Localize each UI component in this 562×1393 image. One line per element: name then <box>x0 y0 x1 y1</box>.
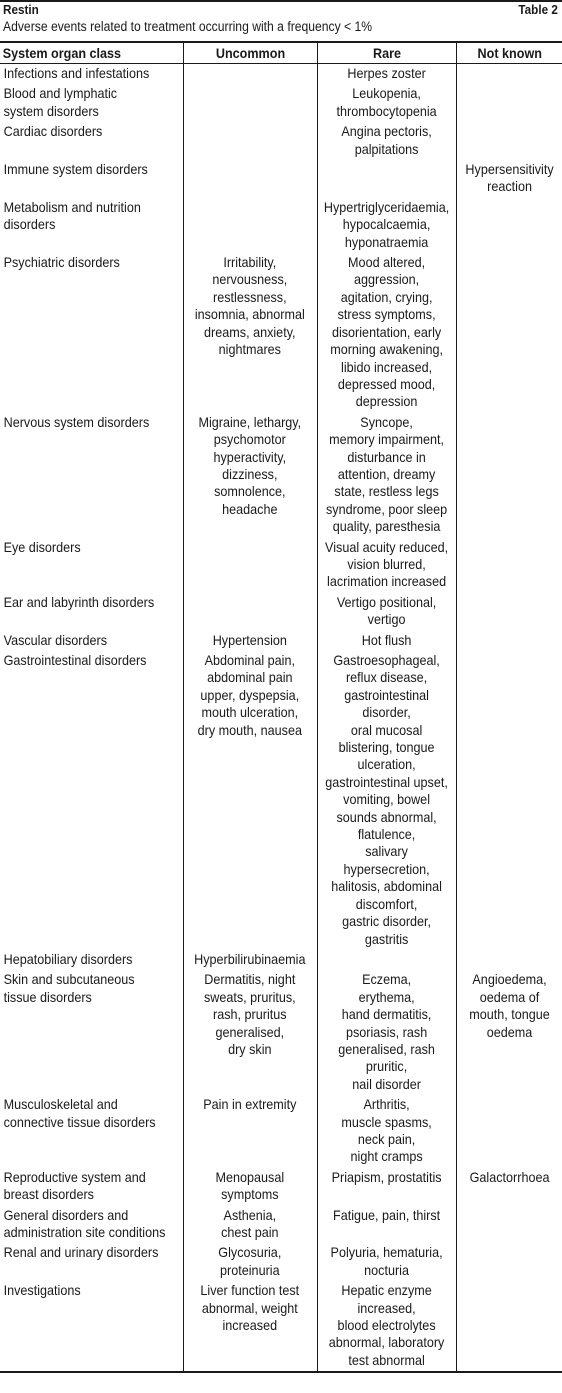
not-known-cell <box>456 84 562 122</box>
top-rule <box>0 0 562 2</box>
table-row <box>0 122 562 160</box>
uncommon-cell <box>183 1243 317 1281</box>
table-row <box>0 950 562 970</box>
uncommon-cell <box>183 950 317 970</box>
system-organ-class-cell <box>0 413 183 538</box>
system-organ-class-cell-text: Gastrointestinal disorders <box>3 652 147 668</box>
rare-cell <box>317 593 456 631</box>
system-organ-class-cell-text: Musculoskeletal and connective tissue disorders <box>3 1096 156 1130</box>
column-header-not-known: Not known <box>456 42 562 64</box>
rare-cell <box>317 950 456 970</box>
not-known-cell <box>456 950 562 970</box>
rare-cell-text: Mood altered, aggression, agitation, crying, stress symptoms, disorientation, early morning awakening, libido increased, depressed mood, depression <box>330 254 443 410</box>
table-row <box>0 198 562 253</box>
rare-cell <box>317 198 456 253</box>
table-row <box>0 1281 562 1372</box>
rare-cell <box>317 1206 456 1244</box>
system-organ-class-cell-text: Vascular disorders <box>3 631 108 648</box>
system-organ-class-cell-text: Psychiatric disorders <box>3 254 120 271</box>
not-known-cell <box>456 1206 562 1244</box>
rare-cell-text: Eczema, erythema, hand dermatitis, psoriasis, rash generalised, rash pruritic, nail disorder <box>338 971 435 1092</box>
not-known-cell <box>456 970 562 1095</box>
uncommon-cell <box>183 593 317 631</box>
uncommon-cell <box>183 64 317 85</box>
table-row <box>0 64 562 85</box>
system-organ-class-cell-text: Ear and labyrinth disorders <box>3 593 155 610</box>
column-header-system-organ-class: System organ class <box>0 42 183 64</box>
system-organ-class-cell-text: Skin and subcutaneous tissue disorders <box>3 971 135 1005</box>
system-organ-class-cell <box>0 950 183 970</box>
rare-cell <box>317 631 456 651</box>
uncommon-cell <box>183 198 317 253</box>
not-known-cell <box>456 1095 562 1168</box>
table-row <box>0 84 562 122</box>
table-row <box>0 593 562 631</box>
rare-cell <box>317 1168 456 1206</box>
rare-cell-text: Hot flush <box>361 631 412 648</box>
table-row <box>0 1095 562 1168</box>
rare-cell <box>317 413 456 538</box>
system-organ-class-cell <box>0 1206 183 1244</box>
not-known-cell <box>456 413 562 538</box>
rare-cell <box>317 64 456 85</box>
system-organ-class-cell-text: Immune system disorders <box>3 161 148 178</box>
not-known-cell <box>456 1243 562 1281</box>
rare-cell-text: Hypertriglyceridaemia, hypocalcaemia, hyponatraemia <box>323 198 450 250</box>
not-known-cell-text: Galactorrhoea <box>469 1168 550 1185</box>
system-organ-class-cell-text: Blood and lymphatic system disorders <box>3 85 118 119</box>
system-organ-class-cell <box>0 1095 183 1168</box>
system-organ-class-cell <box>0 538 183 593</box>
table-row <box>0 160 562 198</box>
rare-cell-text: Hepatic enzyme increased, blood electrolytes abnormal, laboratory test abnormal <box>328 1282 445 1368</box>
uncommon-cell-text: Abdominal pain, abdominal pain upper, dyspepsia, mouth ulceration, dry mouth, nausea <box>197 652 303 738</box>
rare-cell <box>317 84 456 122</box>
system-organ-class-cell <box>0 593 183 631</box>
system-organ-class-cell <box>0 122 183 160</box>
system-organ-class-cell-text: Hepatobiliary disorders <box>3 950 133 967</box>
uncommon-cell <box>183 631 317 651</box>
table-row <box>0 1168 562 1206</box>
uncommon-cell-text: Hyperbilirubinaemia <box>194 950 306 967</box>
table-header-row <box>0 42 562 64</box>
uncommon-cell <box>183 1168 317 1206</box>
system-organ-class-cell <box>0 1168 183 1206</box>
not-known-cell <box>456 64 562 85</box>
rare-cell <box>317 1243 456 1281</box>
system-organ-class-cell-text: Infections and infestations <box>3 65 150 81</box>
column-header-rare: Rare <box>317 42 456 64</box>
rare-cell <box>317 651 456 950</box>
uncommon-cell-text: Irritability, nervousness, restlessness, insomnia, abnormal dreams, anxiety, nightmares <box>195 254 305 358</box>
not-known-cell-text: Hypersensitivity reaction <box>465 161 554 195</box>
table-row <box>0 651 562 950</box>
rare-cell <box>317 538 456 593</box>
adverse-events-table <box>0 41 562 1373</box>
system-organ-class-cell-text: Nervous system disorders <box>3 413 150 430</box>
uncommon-cell-text: Glycosuria, proteinuria <box>218 1244 282 1278</box>
rare-cell-text: Herpes zoster <box>347 65 426 81</box>
uncommon-cell <box>183 538 317 593</box>
system-organ-class-cell <box>0 198 183 253</box>
not-known-cell <box>456 1168 562 1206</box>
rare-cell-text: Priapism, prostatitis <box>331 1168 442 1185</box>
not-known-cell <box>456 1281 562 1372</box>
system-organ-class-cell <box>0 631 183 651</box>
uncommon-cell <box>183 651 317 950</box>
column-header-uncommon: Uncommon <box>183 42 317 64</box>
not-known-cell-text: Angioedema, oedema of mouth, tongue oedema <box>468 971 550 1040</box>
system-organ-class-cell-text: Eye disorders <box>3 538 81 555</box>
uncommon-cell <box>183 160 317 198</box>
uncommon-cell <box>183 413 317 538</box>
rare-cell-text: Leukopenia, thrombocytopenia <box>336 85 437 119</box>
system-organ-class-cell <box>0 1281 183 1372</box>
table-row <box>0 1206 562 1244</box>
system-organ-class-cell-text: Metabolism and nutrition disorders <box>3 198 141 233</box>
system-organ-class-cell-text: Renal and urinary disorders <box>3 1244 159 1261</box>
rare-cell-text: Syncope, memory impairment, disturbance in attention, dreamy state, restless legs syndrome, poor sleep quality, paresthesia <box>325 413 448 535</box>
system-organ-class-cell <box>0 970 183 1095</box>
rare-cell-text: Polyuria, hematuria, nocturia <box>330 1244 443 1278</box>
not-known-cell <box>456 651 562 950</box>
uncommon-cell-text: Pain in extremity <box>203 1096 297 1113</box>
table-row <box>0 1243 562 1281</box>
uncommon-cell-text: Liver function test abnormal, weight increased <box>200 1282 300 1334</box>
not-known-cell <box>456 198 562 253</box>
uncommon-cell <box>183 84 317 122</box>
system-organ-class-cell <box>0 1243 183 1281</box>
not-known-cell <box>456 593 562 631</box>
rare-cell <box>317 1281 456 1372</box>
system-organ-class-cell <box>0 64 183 85</box>
document-title: Restin <box>3 2 39 17</box>
table-row <box>0 970 562 1095</box>
uncommon-cell-text: Dermatitis, night sweats, pruritus, rash, pruritus generalised, dry skin <box>204 971 296 1057</box>
rare-cell-text: Angina pectoris, palpitations <box>341 123 432 157</box>
not-known-cell <box>456 631 562 651</box>
not-known-cell <box>456 538 562 593</box>
table-row <box>0 413 562 538</box>
system-organ-class-cell-text: Cardiac disorders <box>3 123 103 140</box>
system-organ-class-cell <box>0 160 183 198</box>
rare-cell-text: Visual acuity reduced, vision blurred, lacrimation increased <box>324 538 449 590</box>
uncommon-cell <box>183 970 317 1095</box>
rare-cell <box>317 122 456 160</box>
table-number-label: Table 2 <box>518 2 558 17</box>
rare-cell-text: Gastroesophageal, reflux disease, gastrointestinal disorder, oral mucosal blistering, tongue ulceration, gastrointestinal upset, vomiting, bowel sounds abnormal, flatulence, salivary hypersecretion, halitosis, abdominal discomfort, gastric disorder, gastritis <box>325 652 448 947</box>
rare-cell-text: Fatigue, pain, thirst <box>332 1206 441 1223</box>
table-row <box>0 253 562 413</box>
rare-cell <box>317 253 456 413</box>
table-row <box>0 631 562 651</box>
rare-cell-text: Vertigo positional, vertigo <box>336 593 437 628</box>
system-organ-class-cell <box>0 651 183 950</box>
uncommon-cell <box>183 1281 317 1372</box>
table-body <box>0 64 562 1373</box>
rare-cell <box>317 1095 456 1168</box>
system-organ-class-cell <box>0 84 183 122</box>
table-row <box>0 538 562 593</box>
system-organ-class-cell-text: General disorders and administration site conditions <box>3 1206 166 1240</box>
table-subtitle: Adverse events related to treatment occurring with a frequency < 1% <box>3 19 373 34</box>
system-organ-class-cell <box>0 253 183 413</box>
uncommon-cell <box>183 1095 317 1168</box>
uncommon-cell-text: Menopausal symptoms <box>215 1168 285 1203</box>
rare-cell <box>317 160 456 198</box>
uncommon-cell-text: Hypertension <box>212 631 288 648</box>
system-organ-class-cell-text: Investigations <box>3 1282 81 1299</box>
uncommon-cell-text: Asthenia, chest pain <box>221 1206 279 1240</box>
system-organ-class-cell-text: Reproductive system and breast disorders <box>3 1168 146 1203</box>
uncommon-cell <box>183 1206 317 1244</box>
not-known-cell <box>456 253 562 413</box>
rare-cell <box>317 970 456 1095</box>
not-known-cell <box>456 122 562 160</box>
not-known-cell <box>456 160 562 198</box>
uncommon-cell-text: Migraine, lethargy, psychomotor hyperactivity, dizziness, somnolence, headache <box>198 413 302 517</box>
uncommon-cell <box>183 122 317 160</box>
uncommon-cell <box>183 253 317 413</box>
rare-cell-text: Arthritis, muscle spasms, neck pain, night cramps <box>341 1096 432 1165</box>
